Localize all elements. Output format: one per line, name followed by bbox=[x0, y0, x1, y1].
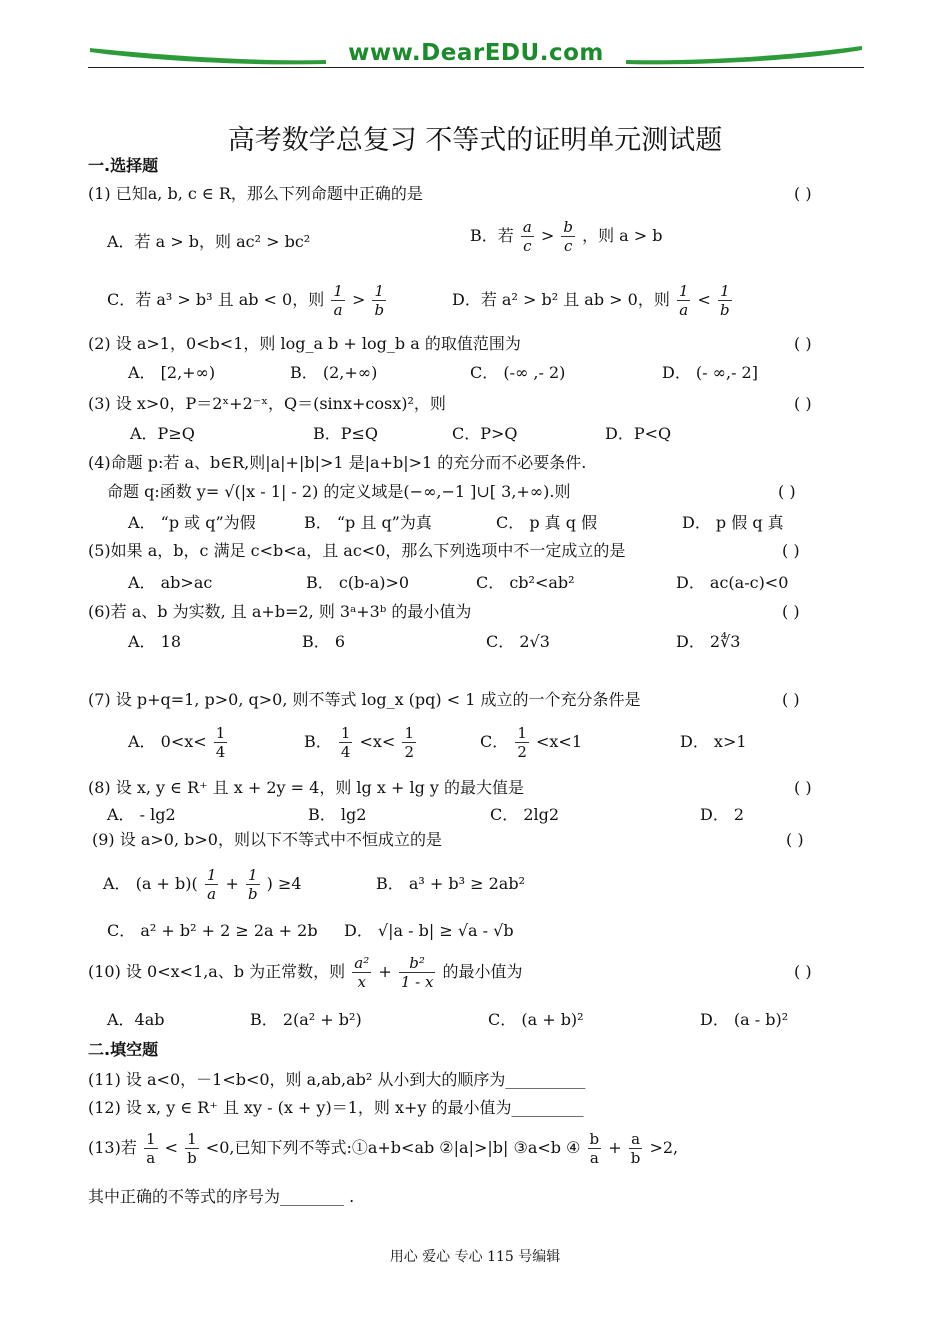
q4-option-c: C． p 真 q 假 bbox=[496, 513, 598, 532]
q2-option-c: C． (-∞ ,- 2) bbox=[470, 363, 566, 382]
q2-option-b: B． (2,+∞) bbox=[290, 363, 378, 382]
q2-stem: (2) 设 a>1，0<b<1，则 log_a b + log_b a 的取值范围为 bbox=[88, 334, 521, 353]
q9-option-d: D． √|a - b| ≥ √a - √b bbox=[344, 921, 514, 940]
q3-stem: (3) 设 x>0，P＝2ˣ+2⁻ˣ，Q＝(sinx+cosx)²，则 bbox=[88, 394, 446, 413]
q8-option-d: D． 2 bbox=[700, 805, 745, 824]
q7-option-d: D． x>1 bbox=[680, 732, 747, 751]
q8-answer-paren[interactable]: ( ) bbox=[794, 778, 812, 797]
q4-option-a: A． “p 或 q”为假 bbox=[128, 513, 256, 532]
header-rule bbox=[88, 67, 864, 68]
q8-stem: (8) 设 x, y ∈ R⁺ 且 x + 2y = 4，则 lg x + lg y 的最大值是 bbox=[88, 778, 525, 797]
q5-option-d: D． ac(a-c)<0 bbox=[676, 573, 789, 592]
q9-option-c: C． a² + b² + 2 ≥ 2a + 2b bbox=[107, 921, 318, 940]
q10-answer-paren[interactable]: ( ) bbox=[794, 962, 812, 981]
q10-stem: (10) 设 0<x<1,a、b 为正常数，则 $\frac{\text{a²}}{x}$ + $\frac{\text{b²}}{1 - x}$ 的最小值为 bbox=[88, 954, 523, 991]
q6-stem: (6)若 a、b 为实数, 且 a+b=2, 则 3ᵃ+3ᵇ 的最小值为 bbox=[88, 602, 472, 621]
q5-option-b: B． c(b-a)>0 bbox=[306, 573, 410, 592]
q6-option-c: C． 2√3 bbox=[486, 632, 550, 651]
q3-answer-paren[interactable]: ( ) bbox=[794, 394, 812, 413]
q7-answer-paren[interactable]: ( ) bbox=[782, 690, 800, 709]
q9-option-a: A． (a + b)( $\frac{1}{a}$ + $\frac{1}{b}$ ) ≥4 bbox=[103, 866, 302, 903]
q1-option-d: D．若 a² > b² 且 ab > 0，则 $\frac{1}{a}$ < $\frac{1}{b}$ bbox=[452, 282, 730, 319]
q5-option-a: A． ab>ac bbox=[128, 573, 213, 592]
site-logo: www.DearEDU.com bbox=[348, 40, 604, 66]
q10-option-b: B． 2(a² + b²) bbox=[250, 1010, 362, 1029]
q3-option-a: A．P≥Q bbox=[130, 424, 195, 443]
q5-stem: (5)如果 a，b，c 满足 c<b<a，且 ac<0，那么下列选项中不一定成立的是 bbox=[88, 541, 626, 560]
q4-answer-paren[interactable]: ( ) bbox=[778, 482, 796, 501]
q8-option-b: B． lg2 bbox=[308, 805, 367, 824]
q13-text: (13)若 $\frac{1}{a}$ < $\frac{1}{b}$ <0,已知下列不等式:①a+b<ab ②|a|>|b| ③a<b ④ $\frac{b}{a}$ + $\frac{a}{b}$ >2, bbox=[88, 1130, 679, 1167]
green-swoosh-right-icon bbox=[624, 40, 864, 70]
q7-option-c: C． $\frac{1}{2}$ <x<1 bbox=[480, 724, 582, 761]
q1-option-b: B．若 $\frac{a}{c}$ > $\frac{b}{c}$ ，则 a > b bbox=[470, 218, 663, 255]
page-header bbox=[88, 40, 864, 70]
q9-option-b: B． a³ + b³ ≥ 2ab² bbox=[376, 874, 525, 893]
page-footer: 用心 爱心 专心 115 号编辑 bbox=[389, 1249, 561, 1265]
q6-option-b: B． 6 bbox=[302, 632, 346, 651]
q6-answer-paren[interactable]: ( ) bbox=[782, 602, 800, 621]
q2-option-d: D． (- ∞,- 2] bbox=[662, 363, 758, 382]
q6-option-a: A． 18 bbox=[128, 632, 182, 651]
q3-option-c: C．P>Q bbox=[452, 424, 518, 443]
page-title: 高考数学总复习 不等式的证明单元测试题 bbox=[227, 125, 723, 156]
q4-stem-1: (4)命题 p:若 a、b∈R,则|a|+|b|>1 是|a+b|>1 的充分而不必要条件. bbox=[88, 453, 587, 472]
q10-option-a: A．4ab bbox=[107, 1010, 165, 1029]
q7-stem: (7) 设 p+q=1, p>0, q>0, 则不等式 log_x (pq) < 1 成立的一个充分条件是 bbox=[88, 690, 641, 709]
q4-stem-2: 命题 q:函数 y= √(|x - 1| - 2) 的定义域是(−∞,−1 ]∪[ 3,+∞).则 bbox=[107, 482, 571, 501]
section-choice: 一.选择题 bbox=[88, 156, 159, 175]
q9-stem: (9) 设 a>0, b>0，则以下不等式中不恒成立的是 bbox=[92, 830, 442, 849]
q12-text: (12) 设 x, y ∈ R⁺ 且 xy - (x + y)＝1，则 x+y 的最小值为_________ bbox=[88, 1098, 584, 1117]
q1-stem: (1) 已知a, b, c ∈ R，那么下列命题中正确的是 bbox=[88, 184, 423, 203]
q4-option-b: B． “p 且 q”为真 bbox=[304, 513, 432, 532]
q7-option-a: A． 0<x< $\frac{1}{4}$ bbox=[128, 724, 226, 761]
q5-answer-paren[interactable]: ( ) bbox=[782, 541, 800, 560]
q1-answer-paren[interactable]: ( ) bbox=[794, 184, 812, 203]
q13-answer-line: 其中正确的不等式的序号为________ . bbox=[88, 1187, 355, 1206]
q10-option-c: C． (a + b)² bbox=[488, 1010, 584, 1029]
q3-option-d: D．P<Q bbox=[605, 424, 672, 443]
q4-option-d: D． p 假 q 真 bbox=[682, 513, 784, 532]
q2-answer-paren[interactable]: ( ) bbox=[794, 334, 812, 353]
q1-option-c: C．若 a³ > b³ 且 ab < 0，则 $\frac{1}{a}$ > $\frac{1}{b}$ bbox=[107, 282, 385, 319]
q2-option-a: A． [2,+∞) bbox=[128, 363, 216, 382]
q11-text: (11) 设 a<0，－1<b<0，则 a,ab,ab² 从小到大的顺序为__________ bbox=[88, 1070, 586, 1089]
section-fill: 二.填空题 bbox=[88, 1040, 159, 1059]
q7-option-b: B． $\frac{1}{4}$ <x< $\frac{1}{2}$ bbox=[304, 724, 414, 761]
q10-option-d: D． (a - b)² bbox=[700, 1010, 789, 1029]
q8-option-a: A． - lg2 bbox=[107, 805, 176, 824]
q8-option-c: C． 2lg2 bbox=[490, 805, 560, 824]
q9-answer-paren[interactable]: ( ) bbox=[786, 830, 804, 849]
q1-option-a: A．若 a > b，则 ac² > bc² bbox=[107, 232, 311, 251]
q5-option-c: C． cb²<ab² bbox=[476, 573, 575, 592]
q6-option-d: D． 2∜3 bbox=[676, 632, 741, 651]
q3-option-b: B．P≤Q bbox=[313, 424, 379, 443]
